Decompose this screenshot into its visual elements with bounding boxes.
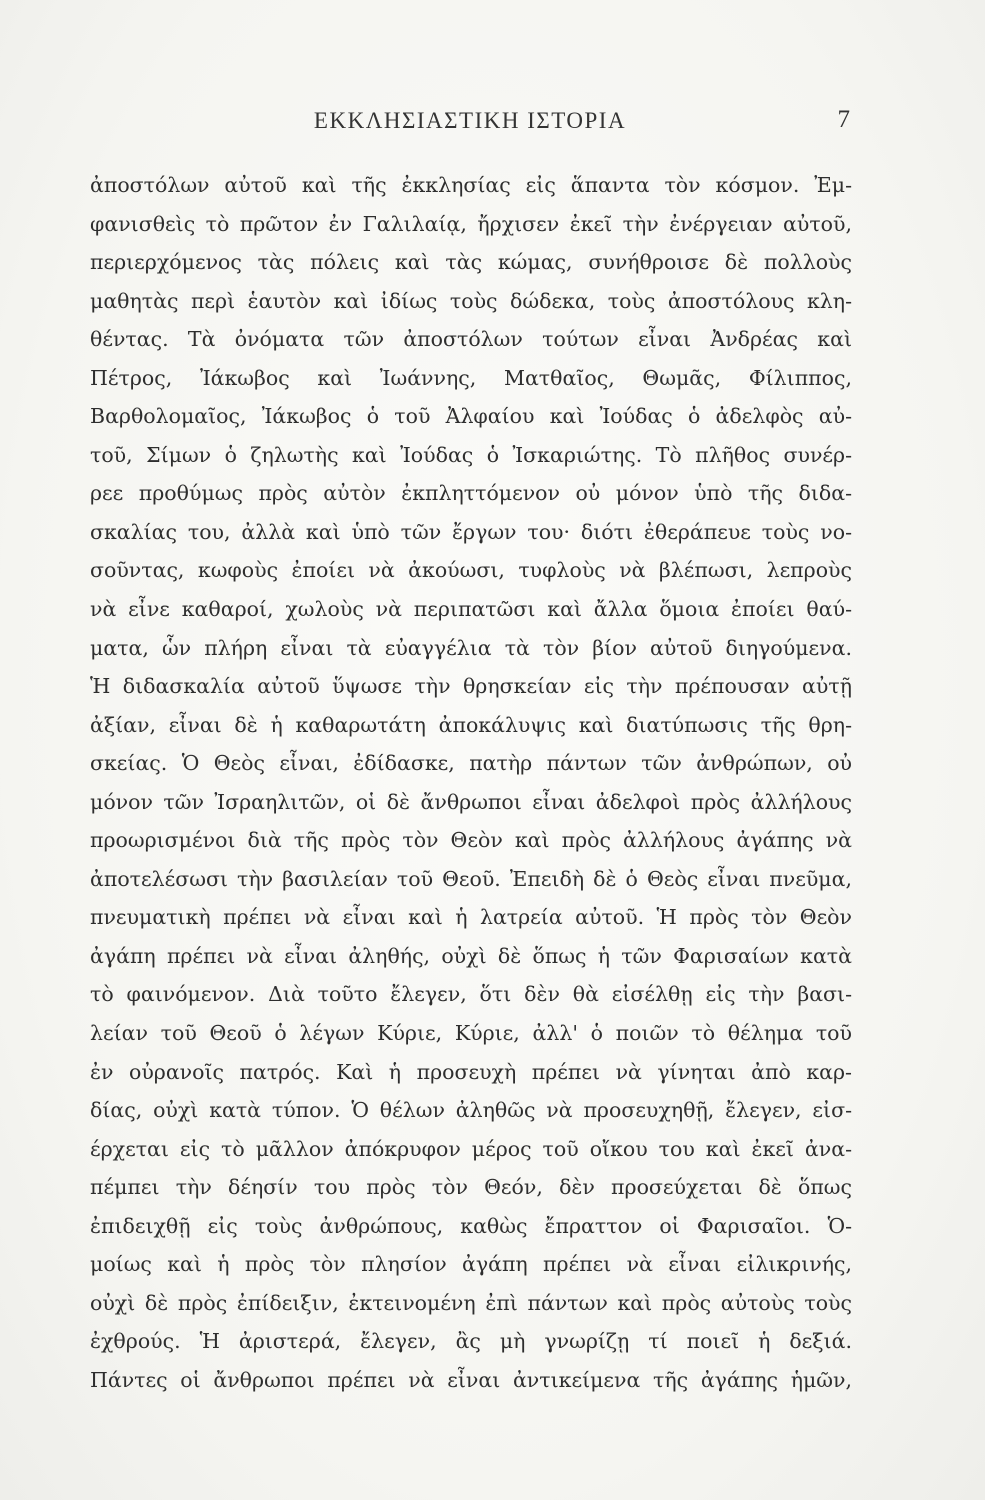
text-line: ἐν οὐρανοῖς πατρός. Καὶ ἡ προσευχὴ πρέπει νὰ γίνηται ἀπὸ καρ-	[90, 1059, 852, 1084]
text-line: ματα, ὧν πλήρη εἶναι τὰ εὐαγγέλια τὰ τὸν βίον αὐτοῦ διηγούμενα.	[90, 635, 852, 660]
text-line: ἀποτελέσωσι τὴν βασιλείαν τοῦ Θεοῦ. Ἐπειδὴ δὲ ὁ Θεὸς εἶναι πνεῦμα,	[90, 866, 852, 891]
text-line: ἀποστόλων αὐτοῦ καὶ τῆς ἐκκλησίας εἰς ἅπαντα τὸν κόσμον. Ἐμ-	[90, 173, 852, 197]
running-head	[90, 100, 850, 140]
text-line: προωρισμένοι διὰ τῆς πρὸς τὸν Θεὸν καὶ πρὸς ἀλλήλους ἀγάπης νὰ	[90, 828, 852, 853]
text-line: μαθητὰς περὶ ἑαυτὸν καὶ ἰδίως τοὺς δώδεκα, τοὺς ἀποστόλους κλη-	[90, 288, 852, 313]
text-line: οὐχὶ δὲ πρὸς ἐπίδειξιν, ἐκτεινομένη ἐπὶ πάντων καὶ πρὸς αὐτοὺς τοὺς	[90, 1290, 852, 1315]
text-line: σκείας. Ὁ Θεὸς εἶναι, ἐδίδασκε, πατὴρ πάντων τῶν ἀνθρώπων, οὐ	[90, 751, 852, 776]
text-line: σκαλίας του, ἀλλὰ καὶ ὑπὸ τῶν ἔργων του· διότι ἐθεράπευε τοὺς νο-	[90, 519, 852, 544]
text-line: Βαρθολομαῖος, Ἰάκωβος ὁ τοῦ Ἀλφαίου καὶ Ἰούδας ὁ ἀδελφὸς αὐ-	[90, 404, 852, 429]
body-text	[90, 166, 852, 1400]
text-line: ρεε προθύμως πρὸς αὐτὸν ἐκπληττόμενον οὐ μόνον ὑπὸ τῆς διδα-	[90, 481, 852, 506]
text-line: φανισθεὶς τὸ πρῶτον ἐν Γαλιλαίᾳ, ἤρχισεν ἐκεῖ τὴν ἐνέργειαν αὐτοῦ,	[90, 211, 852, 236]
text-line: λείαν τοῦ Θεοῦ ὁ λέγων Κύριε, Κύριε, ἀλλ' ὁ ποιῶν τὸ θέλημα τοῦ	[90, 1021, 852, 1046]
text-line: δίας, οὐχὶ κατὰ τύπον. Ὁ θέλων ἀληθῶς νὰ προσευχηθῇ, ἔλεγεν, εἰσ-	[90, 1098, 852, 1123]
text-line: τὸ φαινόμενον. Διὰ τοῦτο ἔλεγεν, ὅτι δὲν θὰ εἰσέλθῃ εἰς τὴν βασι-	[90, 982, 852, 1007]
text-line: ἀξίαν, εἶναι δὲ ἡ καθαρωτάτη ἀποκάλυψις καὶ διατύπωσις τῆς θρη-	[90, 712, 852, 737]
text-line: Πέτρος, Ἰάκωβος καὶ Ἰωάννης, Ματθαῖος, Θωμᾶς, Φίλιππος,	[90, 365, 852, 390]
text-line: έρχεται εἰς τὸ μᾶλλον ἀπόκρυφον μέρος τοῦ οἴκου του καὶ ἐκεῖ ἀνα-	[90, 1136, 852, 1161]
text-line: Ἡ διδασκαλία αὐτοῦ ὕψωσε τὴν θρησκείαν εἰς τὴν πρέπουσαν αὐτῇ	[90, 674, 852, 699]
running-title: ΕΚΚΛΗΣΙΑΣΤΙΚΗ ΙΣΤΟΡΙΑ	[313, 108, 627, 133]
page-number: 7	[837, 106, 850, 133]
text-line: τοῦ, Σίμων ὁ ζηλωτὴς καὶ Ἰούδας ὁ Ἰσκαριώτης. Τὸ πλῆθος συνέρ-	[90, 442, 852, 467]
text-line: νὰ εἶνε καθαροί, χωλοὺς νὰ περιπατῶσι καὶ ἄλλα ὅμοια ἐποίει θαύ-	[90, 597, 852, 622]
text-line: πέμπει τὴν δέησίν του πρὸς τὸν Θεόν, δὲν προσεύχεται δὲ ὅπως	[90, 1175, 852, 1200]
text-line: Πάντες οἱ ἄνθρωποι πρέπει νὰ εἶναι ἀντικείμενα τῆς ἀγάπης ἡμῶν,	[90, 1367, 852, 1392]
text-line: ἀγάπη πρέπει νὰ εἶναι ἀληθής, οὐχὶ δὲ ὅπως ἡ τῶν Φαρισαίων κατὰ	[90, 943, 852, 968]
text-line: ἐπιδειχθῇ εἰς τοὺς ἀνθρώπους, καθὼς ἔπραττον οἱ Φαρισαῖοι. Ὁ-	[90, 1213, 852, 1238]
text-line: σοῦντας, κωφοὺς ἐποίει νὰ ἀκούωσι, τυφλοὺς νὰ βλέπωσι, λεπροὺς	[90, 558, 852, 583]
text-line: πνευματικὴ πρέπει νὰ εἶναι καὶ ἡ λατρεία αὐτοῦ. Ἡ πρὸς τὸν Θεὸν	[90, 905, 852, 930]
text-line: θέντας. Τὰ ὀνόματα τῶν ἀποστόλων τούτων εἶναι Ἀνδρέας καὶ	[90, 327, 852, 352]
text-line: περιερχόμενος τὰς πόλεις καὶ τὰς κώμας, συνήθροισε δὲ πολλοὺς	[90, 250, 852, 275]
text-line: ἐχθρούς. Ἡ ἀριστερά, ἔλεγεν, ἂς μὴ γνωρίζῃ τί ποιεῖ ἡ δεξιά.	[90, 1329, 852, 1354]
text-line: μόνον τῶν Ἰσραηλιτῶν, οἱ δὲ ἄνθρωποι εἶναι ἀδελφοὶ πρὸς ἀλλήλους	[90, 789, 852, 814]
text-line: μοίως καὶ ἡ πρὸς τὸν πλησίον ἀγάπη πρέπει νὰ εἶναι εἰλικρινής,	[90, 1252, 852, 1277]
